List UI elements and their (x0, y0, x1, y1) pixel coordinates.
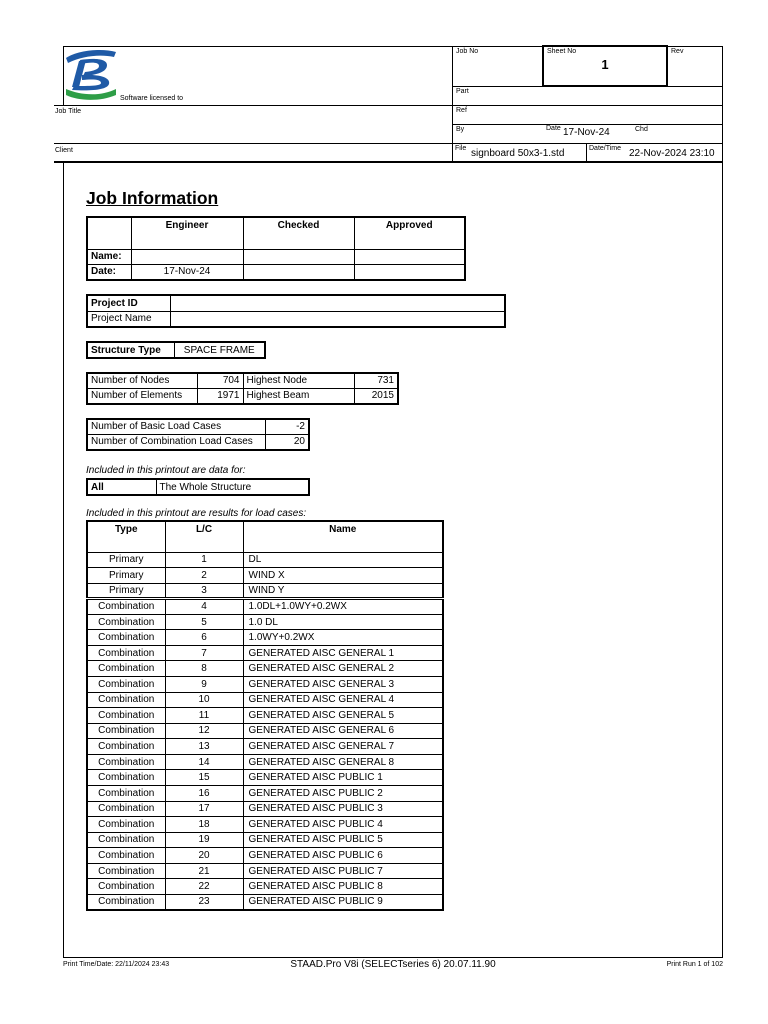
client-label: Client (55, 147, 73, 154)
load-case-type-cell: Combination (87, 661, 165, 677)
name-row-label: Name: (87, 249, 131, 264)
load-case-number-cell: 5 (165, 614, 243, 630)
load-case-name-cell: 1.0DL+1.0WY+0.2WX (243, 599, 443, 615)
load-case-type-cell: Combination (87, 770, 165, 786)
load-case-number-cell: 18 (165, 817, 243, 833)
load-case-row (87, 677, 443, 693)
load-case-type-cell: Combination (87, 692, 165, 708)
load-case-number-cell: 10 (165, 692, 243, 708)
combination-load-cases-value: 20 (265, 434, 309, 450)
signoff-body (87, 217, 465, 280)
signoff-name-row (87, 249, 465, 264)
load-case-number-cell: 4 (165, 599, 243, 615)
load-case-number-cell: 11 (165, 708, 243, 724)
load-case-name-cell: GENERATED AISC GENERAL 3 (243, 677, 443, 693)
load-case-row (87, 661, 443, 677)
scope-caption: Included in this printout are data for: (86, 465, 246, 476)
load-case-name-cell: GENERATED AISC PUBLIC 1 (243, 770, 443, 786)
project-id-row (87, 295, 505, 311)
file-value: signboard 50x3-1.std (471, 148, 565, 159)
signoff-corner-cell (87, 217, 131, 249)
load-cases-table (86, 520, 444, 911)
load-case-type-cell: Combination (87, 894, 165, 910)
load-case-type-cell: Combination (87, 723, 165, 739)
page-title: Job Information (86, 188, 219, 208)
scope-table (86, 478, 310, 496)
load-case-number-cell: 2 (165, 568, 243, 584)
load-case-number-cell: 20 (165, 848, 243, 864)
load-case-type-cell: Combination (87, 630, 165, 646)
load-case-number-cell: 15 (165, 770, 243, 786)
highest-beam-value: 2015 (354, 388, 398, 404)
basic-load-cases-row (87, 419, 309, 434)
combination-load-cases-label: Number of Combination Load Cases (87, 434, 265, 450)
print-run: Print Run 1 of 102 (666, 961, 723, 968)
scope-row (87, 479, 309, 495)
load-case-type-cell: Primary (87, 568, 165, 584)
structure-type-label: Structure Type (87, 342, 174, 358)
load-case-name-cell: GENERATED AISC PUBLIC 2 (243, 785, 443, 801)
load-case-number-cell: 13 (165, 739, 243, 755)
load-case-name-cell: GENERATED AISC GENERAL 8 (243, 754, 443, 770)
chd-label: Chd (635, 126, 648, 133)
header-bottom-thick-rule (54, 161, 723, 163)
load-case-number-cell: 14 (165, 754, 243, 770)
structure-type-row (87, 342, 265, 358)
file-datetime-divider (586, 143, 587, 162)
signoff-header-row (87, 217, 465, 249)
date-row-label: Date: (87, 264, 131, 280)
basic-load-cases-label: Number of Basic Load Cases (87, 419, 265, 434)
load-case-number-cell: 22 (165, 879, 243, 895)
nodes-value: 704 (197, 373, 243, 388)
load-case-row (87, 832, 443, 848)
load-counts-table (86, 418, 310, 451)
date-value: 17-Nov-24 (563, 127, 610, 138)
project-table (86, 294, 506, 328)
bentley-logo (64, 48, 118, 100)
load-case-number-cell: 23 (165, 894, 243, 910)
load-case-name-cell: GENERATED AISC GENERAL 7 (243, 739, 443, 755)
load-case-name-cell: GENERATED AISC PUBLIC 3 (243, 801, 443, 817)
load-case-name-cell: 1.0 DL (243, 614, 443, 630)
scope-selection: All (87, 479, 156, 495)
load-case-number-cell: 9 (165, 677, 243, 693)
load-case-row (87, 817, 443, 833)
load-case-number-cell: 6 (165, 630, 243, 646)
sheet-no-value: 1 (601, 57, 609, 72)
part-label: Part (456, 88, 469, 95)
print-time: Print Time/Date: 22/11/2024 23:43 (63, 961, 170, 968)
ref-label: Ref (456, 107, 467, 114)
load-case-row (87, 552, 443, 568)
project-body (87, 295, 505, 327)
load-case-row (87, 583, 443, 599)
file-label: File (455, 145, 467, 152)
load-case-row (87, 568, 443, 584)
load-case-name-cell: GENERATED AISC PUBLIC 9 (243, 894, 443, 910)
project-id-label: Project ID (87, 295, 170, 311)
rev-label: Rev (671, 48, 684, 55)
load-case-name-cell: 1.0WY+0.2WX (243, 630, 443, 646)
load-case-name-cell: GENERATED AISC GENERAL 4 (243, 692, 443, 708)
elements-row (87, 388, 398, 404)
load-case-row (87, 630, 443, 646)
checked-header: Checked (243, 217, 354, 249)
load-case-type-cell: Combination (87, 863, 165, 879)
checked-date-cell (243, 264, 354, 280)
elements-label: Number of Elements (87, 388, 197, 404)
load-case-number-cell: 1 (165, 552, 243, 568)
header-rule-client (54, 143, 723, 144)
approved-name-cell (354, 249, 465, 264)
nodes-label: Number of Nodes (87, 373, 197, 388)
program-version: STAAD.Pro V8i (SELECTseries 6) 20.07.11.90 (290, 959, 496, 970)
job-title-label: Job Title (55, 108, 82, 115)
model-counts-table (86, 372, 399, 405)
basic-load-cases-value: -2 (265, 419, 309, 434)
load-case-row (87, 754, 443, 770)
load-case-name-cell: GENERATED AISC GENERAL 1 (243, 645, 443, 661)
load-case-row (87, 801, 443, 817)
signoff-table (86, 216, 466, 281)
scope-body (87, 479, 309, 495)
load-case-row (87, 614, 443, 630)
date-label: Date (546, 125, 561, 132)
load-case-name-cell: GENERATED AISC PUBLIC 7 (243, 863, 443, 879)
load-case-type-cell: Combination (87, 879, 165, 895)
load-case-number-cell: 12 (165, 723, 243, 739)
elements-value: 1971 (197, 388, 243, 404)
load-case-name-cell: GENERATED AISC GENERAL 6 (243, 723, 443, 739)
approved-header: Approved (354, 217, 465, 249)
load-case-row (87, 723, 443, 739)
load-case-type-cell: Combination (87, 801, 165, 817)
header-rule-job-title (54, 105, 723, 106)
load-case-number-cell: 3 (165, 583, 243, 599)
page-frame-bottom (63, 957, 723, 958)
logo-spine (72, 60, 86, 87)
load-case-row (87, 863, 443, 879)
load-case-type-cell: Combination (87, 599, 165, 615)
by-label: By (456, 126, 465, 133)
load-counts-body (87, 419, 309, 450)
load-case-type-cell: Combination (87, 832, 165, 848)
load-case-row (87, 739, 443, 755)
nodes-row (87, 373, 398, 388)
signoff-date-row (87, 264, 465, 280)
project-name-label: Project Name (87, 311, 170, 327)
load-case-name-cell: GENERATED AISC PUBLIC 6 (243, 848, 443, 864)
load-case-row (87, 770, 443, 786)
load-case-row (87, 785, 443, 801)
structure-type-body (87, 342, 265, 358)
load-case-row (87, 879, 443, 895)
highest-node-label: Highest Node (243, 373, 354, 388)
page-frame-left (63, 162, 64, 958)
load-case-name-cell: GENERATED AISC PUBLIC 4 (243, 817, 443, 833)
load-case-number-cell: 16 (165, 785, 243, 801)
load-case-name-cell: GENERATED AISC PUBLIC 8 (243, 879, 443, 895)
scope-description: The Whole Structure (156, 479, 309, 495)
model-counts-body (87, 373, 398, 404)
highest-beam-label: Highest Beam (243, 388, 354, 404)
type-column-header: Type (87, 521, 165, 552)
checked-name-cell (243, 249, 354, 264)
highest-node-value: 731 (354, 373, 398, 388)
load-case-number-cell: 19 (165, 832, 243, 848)
datetime-value: 22-Nov-2024 23:10 (629, 148, 715, 159)
load-case-type-cell: Combination (87, 645, 165, 661)
structure-type-table (86, 341, 266, 359)
load-case-name-cell: GENERATED AISC GENERAL 5 (243, 708, 443, 724)
load-cases-caption: Included in this printout are results for load cases: (86, 508, 307, 519)
engineer-date-cell: 17-Nov-24 (131, 264, 243, 280)
load-case-number-cell: 17 (165, 801, 243, 817)
sheet-no-label: Sheet No (547, 48, 577, 55)
load-cases-header-row (87, 521, 443, 552)
load-case-type-cell: Combination (87, 848, 165, 864)
load-case-name-cell: GENERATED AISC GENERAL 2 (243, 661, 443, 677)
load-case-name-cell: DL (243, 552, 443, 568)
job-no-label: Job No (456, 48, 479, 55)
load-case-number-cell: 7 (165, 645, 243, 661)
load-case-name-cell: GENERATED AISC PUBLIC 5 (243, 832, 443, 848)
load-case-row (87, 848, 443, 864)
header-center-divider (452, 46, 453, 162)
structure-type-value: SPACE FRAME (174, 342, 265, 358)
load-case-number-cell: 21 (165, 863, 243, 879)
load-case-row (87, 708, 443, 724)
licensed-to-label: Software licensed to (120, 95, 184, 102)
engineer-name-cell (131, 249, 243, 264)
load-case-row (87, 692, 443, 708)
project-name-row (87, 311, 505, 327)
load-case-type-cell: Primary (87, 583, 165, 599)
load-case-type-cell: Combination (87, 614, 165, 630)
name-column-header: Name (243, 521, 443, 552)
load-case-name-cell: WIND Y (243, 583, 443, 599)
logo-green-swoosh (66, 89, 116, 100)
project-name-value (170, 311, 505, 327)
load-case-row (87, 645, 443, 661)
approved-date-cell (354, 264, 465, 280)
load-case-type-cell: Primary (87, 552, 165, 568)
datetime-label: Date/Time (589, 145, 622, 152)
combination-load-cases-row (87, 434, 309, 450)
load-case-number-cell: 8 (165, 661, 243, 677)
lc-column-header: L/C (165, 521, 243, 552)
load-case-name-cell: WIND X (243, 568, 443, 584)
load-case-rows (87, 552, 443, 910)
project-id-value (170, 295, 505, 311)
load-case-row (87, 894, 443, 910)
page-frame-right (722, 46, 723, 958)
load-case-type-cell: Combination (87, 785, 165, 801)
header-rule-by (452, 124, 723, 125)
load-case-row (87, 599, 443, 615)
load-case-type-cell: Combination (87, 817, 165, 833)
load-case-type-cell: Combination (87, 754, 165, 770)
load-case-type-cell: Combination (87, 739, 165, 755)
engineer-header: Engineer (131, 217, 243, 249)
load-cases-header (87, 521, 443, 552)
load-case-type-cell: Combination (87, 677, 165, 693)
load-case-type-cell: Combination (87, 708, 165, 724)
